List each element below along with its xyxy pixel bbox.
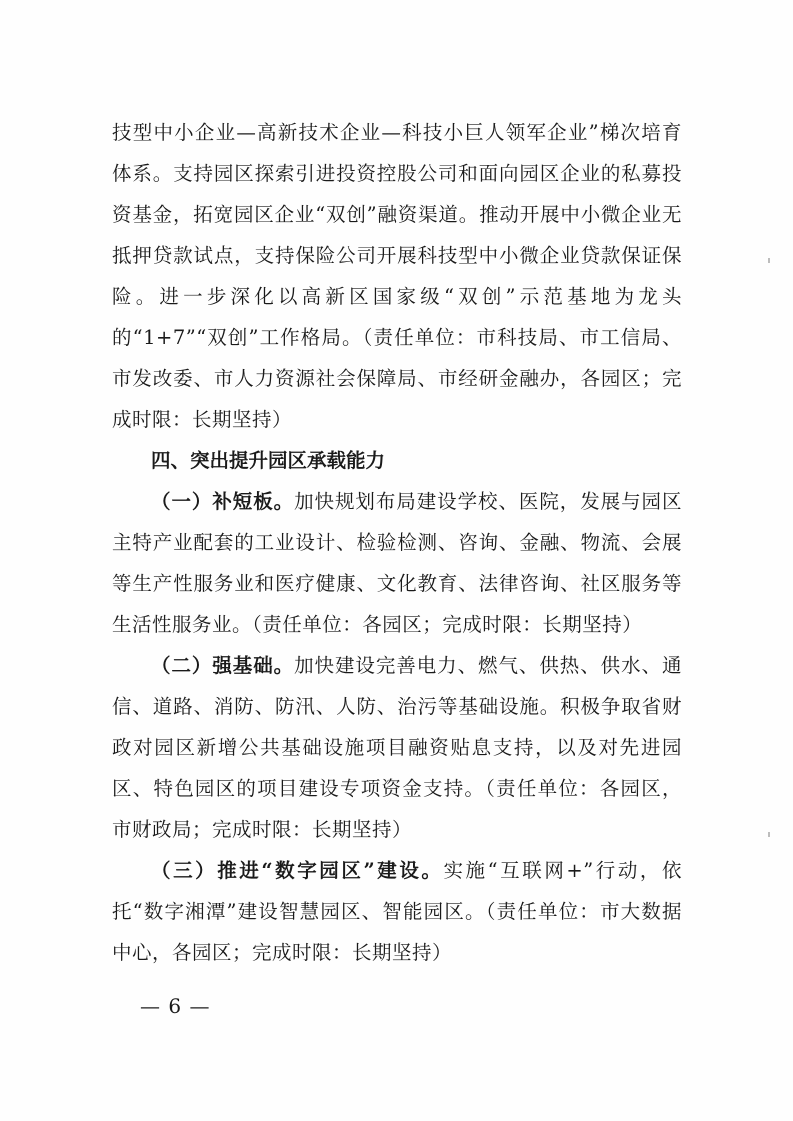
list-item bbox=[112, 645, 682, 850]
item-body: 加快建设完善电力、燃气、供热、供水、通信、道路、消防、防汛、人防、治污等基础设施。积极争取省财政对园区新增公共基础设施项目融资贴息支持，以及对先进园区、特色园区的项目建设专项资金支持。（责任单位：各园区，市财政局；完成时限：长期坚持） bbox=[112, 654, 682, 841]
document-body bbox=[112, 112, 682, 973]
list-item bbox=[112, 481, 682, 645]
paragraph-continued: 技型中小企业—高新技术企业—科技小巨人领军企业”梯次培育体系。支持园区探索引进投资控股公司和面向园区企业的私募投资基金，拓宽园区企业“双创”融资渠道。推动开展中小微企业无抵押贷款试点，支持保险公司开展科技型中小微企业贷款保证保险。进一步深化以高新区国家级“双创”示范基地为龙头的“1+7”“双创”工作格局。（责任单位：市科技局、市工信局、市发改委、市人力资源社会保障局、市经研金融办，各园区；完成时限：长期坚持） bbox=[112, 121, 682, 431]
section-heading: 四、突出提升园区承载能力 bbox=[151, 449, 386, 472]
item-lead: （三）推进“数字园区”建设。 bbox=[151, 859, 444, 882]
list-item bbox=[112, 850, 682, 973]
item-body: 实施“互联网+”行动，依托“数字湘潭”建设智慧园区、智能园区。（责任单位：市大数据中心，各园区；完成时限：长期坚持） bbox=[112, 859, 683, 964]
scan-margin-mark bbox=[768, 832, 770, 837]
scan-margin-mark bbox=[768, 258, 770, 263]
item-lead: （二）强基础。 bbox=[151, 654, 295, 677]
item-body: 加快规划布局建设学校、医院，发展与园区主特产业配套的工业设计、检验检测、咨询、金融、物流、会展等生产性服务业和医疗健康、文化教育、法律咨询、社区服务等生活性服务业。（责任单位：各园区；完成时限：长期坚持） bbox=[112, 490, 682, 636]
page-number: — 6 — bbox=[140, 994, 211, 1018]
item-lead: （一）补短板。 bbox=[151, 490, 295, 513]
